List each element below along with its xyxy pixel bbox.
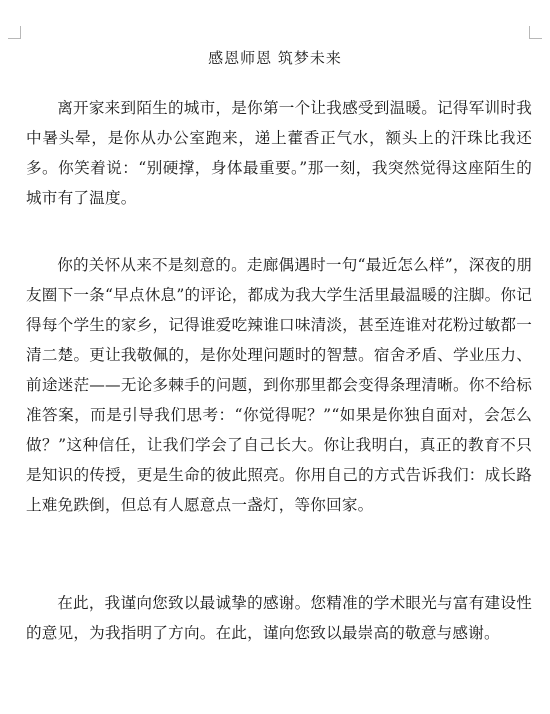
paragraph-2: 你的关怀从来不是刻意的。走廊偶遇时一句“最近怎么样”，深夜的朋友圈下一条“早点休息”的评论，都成为我大学生活里最温暖的注脚。你记得每个学生的家乡，记得谁爱吃辣谁口味清淡，甚至连谁对花粉过敏都一清二楚。更让我敬佩的，是你处理问题时的智慧。宿舍矛盾、学业压力、前途迷茫——无论多棘手的问题，到你那里都会变得条理清晰。你不给标准答案，而是引导我们思考：“你觉得呢？”“如果是你独自面对，会怎么做？”这种信任，让我们学会了自己长大。你让我明白，真正的教育不只是知识的传授，更是生命的彼此照亮。你用自己的方式告诉我们：成长路上难免跌倒，但总有人愿意点一盏灯，等你回家。 [26, 256, 532, 514]
paragraph-3: 在此，我谨向您致以最诚挚的感谢。您精准的学术眼光与富有建设性的意见，为我指明了方向。在此，谨向您致以最崇高的敬意与感谢。 [26, 594, 532, 642]
page-corner-mark-top-right [529, 26, 542, 39]
document-title: 感恩师恩 筑梦未来 [208, 49, 342, 67]
paragraph-1: 离开家来到陌生的城市，是你第一个让我感受到温暖。记得军训时我中暑头晕，是你从办公室跑来，递上藿香正气水，额头上的汗珠比我还多。你笑着说：“别硬撑，身体最重要。”那一刻，我突然觉得这座陌生的城市有了温度。 [26, 99, 532, 207]
page-corner-mark-top-left [8, 26, 21, 39]
